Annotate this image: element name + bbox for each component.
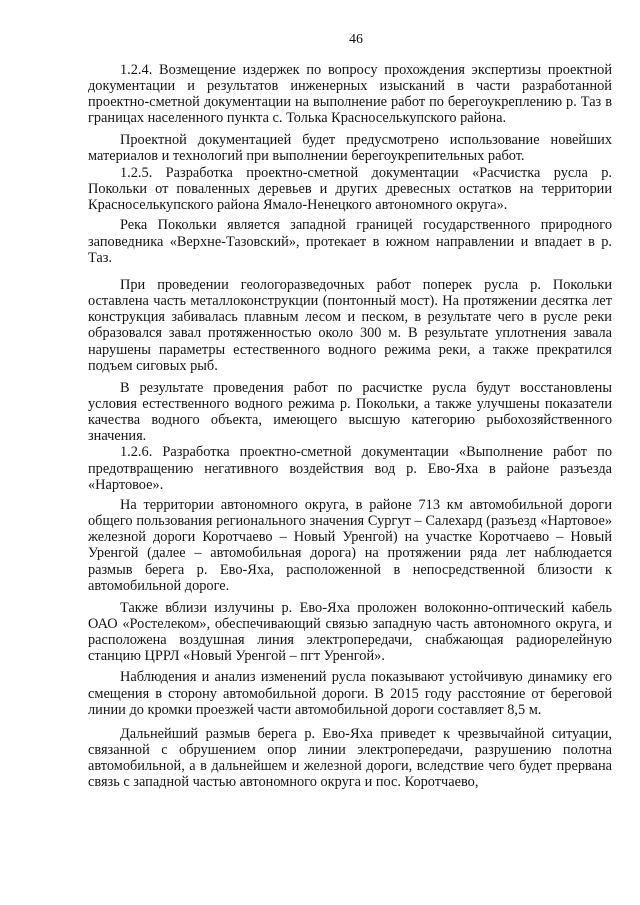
paragraph-1-2-5-pokolka-cleaning: 1.2.5. Разработка проектно-сметной документации «Расчистка русла р. Покольки от поваленных деревьев и других древесных остатков на территории Красноселькупского района Ямало-Ненецкого автономного округа». (88, 164, 612, 214)
page-number: 46 (349, 32, 363, 47)
paragraph-new-materials: Проектной документацией будет предусмотрено использование новейших материалов и технологий при выполнении берегоукрепительных работ. (88, 131, 612, 164)
paragraph-pontoon-bridge: При проведении геологоразведочных работ поперек русла р. Покольки оставлена часть металлоконструкции (понтонный мост). На протяжении десятка лет конструкция забивалась плавным лесом и песком, в результате чего в русле реки образовался завал протяженностью около 300 м. В результате уплотнения завала нарушены параметры естественного водного режима реки, а также прекратился подъем сиговых рыб. (88, 276, 612, 374)
paragraph-1-2-6-evo-yakha: 1.2.6. Разработка проектно-сметной документации «Выполнение работ по предотвращению негативного воздействия вод р. Ево-Яха в районе разъезда «Нартовое». (88, 444, 612, 493)
paragraph-cleaning-results: В результате проведения работ по расчистке русла будут восстановлены условия естественного водного режима р. Покольки, а также улучшены показатели качества водного объекта, имеющего высшую категорию рыбохозяйственного значения. (88, 379, 612, 445)
paragraph-pokolka-river: Река Покольки является западной границей государственного природного заповедника «Верхне-Тазовский», протекает в южном направлении и впадает в р. Таз. (88, 217, 612, 266)
body-text (88, 62, 612, 791)
paragraph-road-erosion: На территории автономного округа, в районе 713 км автомобильной дороги общего пользования регионального значения Сургут – Салехард (разъезд «Нартовое» железной дороги Коротчаево – Новый Уренгой) на участке Коротчаево – Новый Уренгой (далее – автомобильная дорога) на протяжении ряда лет наблюдается размыв берега р. Ево-Яха, расположенной в непосредственной близости к автомобильной дороге. (88, 496, 612, 594)
paragraph-further-erosion: Дальнейший размыв берега р. Ево-Яха приведет к чрезвычайной ситуации, связанной с обрушением опор линии электропередачи, разрушению полотна автомобильной, а в дальнейшем и железной дороги, вследствие чего будет прервана связь с западной частью автономного округа и пос. Коротчаево, (88, 725, 612, 791)
paragraph-1-2-4-expertise-costs: 1.2.4. Возмещение издержек по вопросу прохождения экспертизы проектной документации и результатов инженерных изысканий в части разработанной проектно-сметной документации на выполнение работ по берегоукреплению р. Таз в границах населенного пункта с. Толька Красноселькупского района. (88, 62, 612, 127)
paragraph-channel-dynamics: Наблюдения и анализ изменений русла показывают устойчивую динамику его смещения в сторону автомобильной дороги. В 2015 году расстояние от береговой линии до кромки проезжей части автомобильной дороги составляет 8,5 м. (88, 669, 612, 718)
paragraph-fiber-cable: Также вблизи излучины р. Ево-Яха проложен волоконно-оптический кабель ОАО «Ростелеком», обеспечивающий связью западную часть автономного округа, и расположена воздушная линия электропередачи, снабжающая радиорелейную станцию ЦРРЛ «Новый Уренгой – пгт Уренгой». (88, 599, 612, 665)
